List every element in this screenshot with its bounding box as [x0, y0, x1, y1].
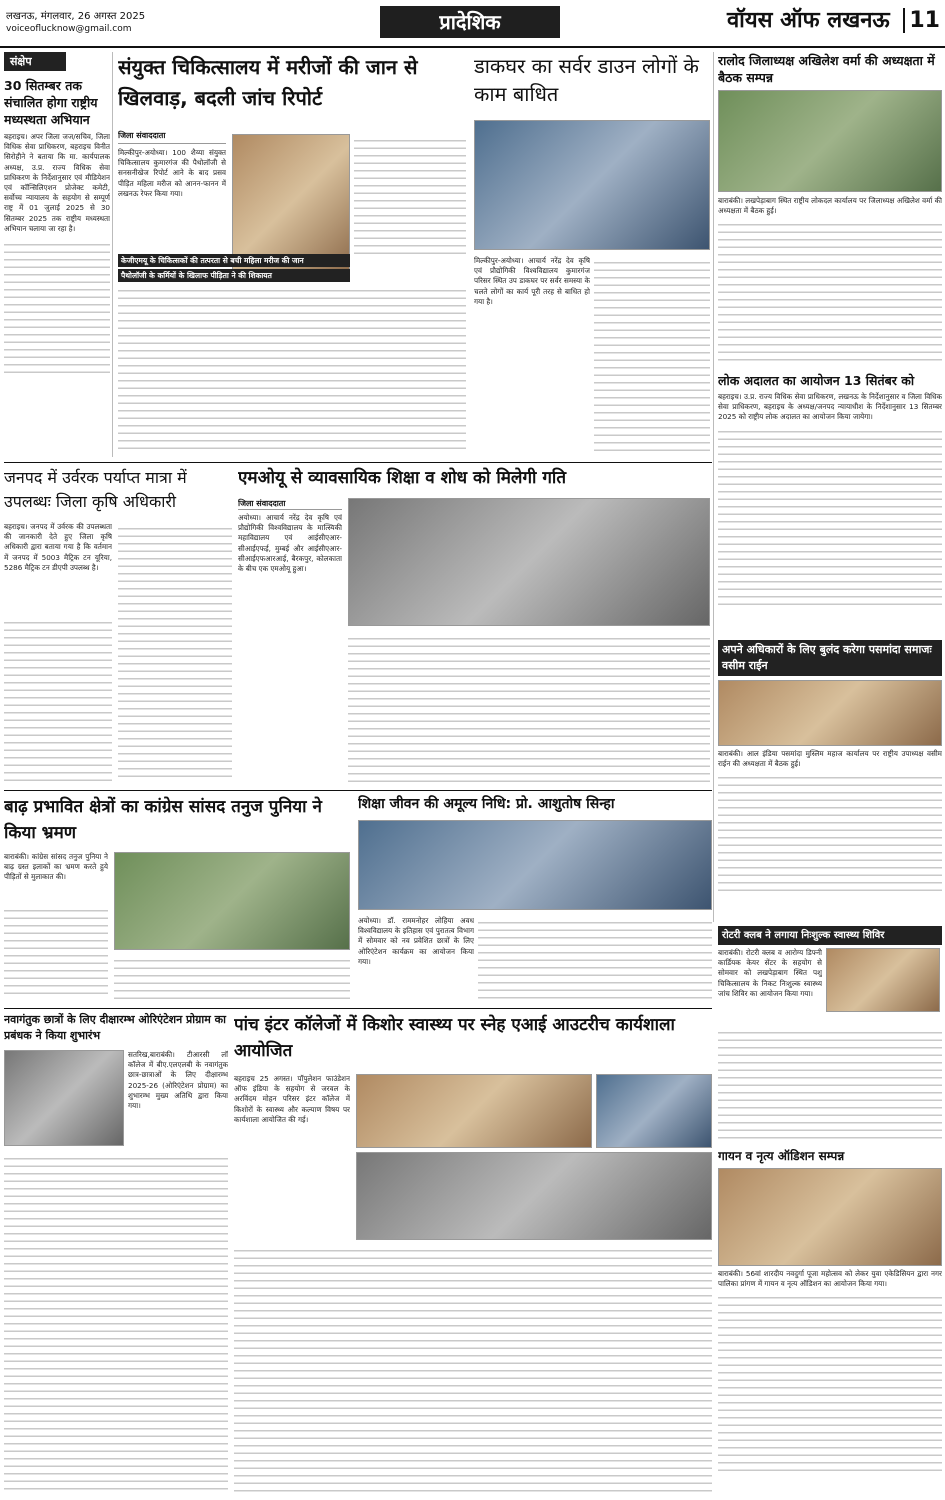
hospital-lower-lines	[118, 284, 466, 454]
education-lead: अयोध्या। डॉ. राममनोहर लोहिया अवध विश्वविद्यालय के इतिहास एवं पुरातत्व विभाग में सोमवार को नव प्रवेशित छात्रों के लिए ओरिएंटेशन कार्यक्रम का आयोजन किया गया।	[358, 916, 474, 966]
orientation-body-lines	[4, 1152, 228, 1492]
health-photo-3	[356, 1152, 712, 1240]
hospital-callout-2: पैथोलॉजी के कर्मियों के खिलाफ पीड़िता ने की शिकायत	[118, 269, 350, 282]
post-office-story	[474, 52, 710, 457]
hospital-story	[118, 52, 468, 457]
hospital-headline: संयुक्त चिकित्सालय में मरीजों की जान से खिलवाड़, बदली जांच रिपोर्ट	[118, 55, 418, 110]
date-line-block	[6, 10, 145, 36]
rotary-left-col	[718, 948, 822, 999]
section-title: प्रादेशिक	[380, 6, 560, 38]
mou-body-lines	[348, 632, 710, 782]
health-body-lines	[234, 1244, 712, 1492]
hospital-byline: जिला संवाददाता	[118, 130, 226, 144]
audition-story	[718, 1148, 942, 1496]
brief-tag: संक्षेप	[4, 52, 66, 71]
flood-photo	[114, 852, 350, 950]
rotary-photo	[826, 948, 940, 1012]
health-story	[234, 1012, 712, 1496]
orientation-headline: नवागंतुक छात्रों के लिए दीक्षारम्भ ओरिएंटेशन प्रोग्राम का प्रबंधक ने किया शुभारंभ	[4, 1013, 226, 1042]
rotary-lead: बाराबंकी। रोटरी क्लब व आरोग्य डिफ्नी कार्डियक केयर सेंटर के सहयोग से सोमवार को लखपेड़ाबाग स्थित पशु चिकित्सालय के निकट निःशुल्क स्वास्थ्य जांच शिविर का आयोजन किया गया।	[718, 948, 822, 998]
fertilizer-lower-lines	[4, 616, 112, 782]
mou-story	[238, 466, 712, 786]
pasmanda-body-lines	[718, 771, 942, 891]
paper-name-block	[720, 4, 940, 38]
orientation-photo	[4, 1050, 124, 1146]
fertilizer-headline: जनपद में उर्वरक पर्याप्त मात्रा में उपलब्धः जिला कृषि अधिकारी	[4, 468, 187, 511]
mou-lead: अयोध्या। आचार्य नरेंद्र देव कृषि एवं प्रौद्योगिकी विश्वविद्यालय के मात्स्यिकी महाविद्यालय एवं आईसीएआर-सीआईएफई, मुम्बई और आईसीएआर-सीआईएफआरआई, बैरकपुर, कोलकाता के बीच एक एमओयू हुआ।	[238, 513, 342, 574]
health-lead: बहराइच 25 अगस्त। पॉपुलेशन फाउंडेशन ऑफ इंडिया के सहयोग से जरवल के अरविंदम मोहन परिसर इंटर कॉलेज में किशोरों के स्वास्थ्य और कल्याण विषय पर कार्यशाला आयोजित की गई।	[234, 1074, 350, 1124]
mou-left-col	[238, 498, 342, 574]
pasmanda-lead: बाराबंकी। आल इंडिया पसमांदा मुस्लिम महाज कार्यालय पर राष्ट्रीय उपाध्यक्ष वसीम राईन की अध्यक्षता में बैठक हुई।	[718, 749, 942, 769]
rld-body-lines	[718, 218, 942, 362]
hospital-photo	[232, 134, 350, 274]
fertilizer-body-lines	[118, 522, 232, 782]
post-photo	[474, 120, 710, 250]
column-divider	[112, 52, 113, 457]
lok-adalat-body-lines	[718, 425, 942, 605]
rld-lead: बाराबंकी। लखपेड़ाबाग स्थित राष्ट्रीय लोकदल कार्यालय पर जिलाध्यक्ष अखिलेश वर्मा की अध्यक्षता में बैठक हुई।	[718, 196, 942, 216]
hospital-body-lines	[354, 134, 466, 254]
email[interactable]: voiceoflucknow@gmail.com	[6, 24, 132, 34]
orientation-lead: सतरिख,बाराबंकी। टीआरसी लॉ कॉलेज में बीए.एलएलबी के नवागंतुक छात्र-छात्राओं के लिए दीक्षारम्भ 2025-26 (ओरिएंटेशन प्रोग्राम) का शुभारम्भ मुख्य अतिथि द्वारा किया गया।	[128, 1050, 228, 1111]
hospital-callout-1: केजीएमयू के चिकित्सकों की तत्परता से बची महिला मरीज की जान	[118, 254, 350, 267]
post-body-lines	[594, 256, 710, 456]
mou-headline: एमओयू से व्यावसायिक शिक्षा व शोध को मिलेगी गति	[238, 468, 567, 488]
column-divider-right	[713, 52, 714, 922]
education-body-lines	[478, 916, 712, 1000]
education-headline: शिक्षा जीवन की अमूल्य निधि: प्रो. आशुतोष सिन्हा	[358, 796, 615, 812]
brief-headline: 30 सितम्बर तक संचालित होगा राष्ट्रीय मध्यस्थता अभियान	[4, 78, 98, 127]
education-story	[358, 794, 712, 1004]
lok-adalat-story	[718, 372, 942, 634]
page-number: 11	[903, 8, 940, 33]
audition-body-lines	[718, 1291, 942, 1471]
pasmanda-photo	[718, 680, 942, 746]
rotary-body-lines	[718, 1026, 942, 1142]
row-divider-3	[4, 1008, 712, 1009]
flood-lead: बाराबंकी। कांग्रेस सांसद तनुज पुनिया ने बाढ़ ग्रस्त इलाकों का भ्रमण करते हुये पीड़ितों से मुलाकात की।	[4, 852, 108, 882]
fertilizer-lead: बहराइच। जनपद में उर्वरक की उपलब्धता की जानकारी देते हुए जिला कृषि अधिकारी द्वारा बताया गया है कि वर्तमान में जनपद में 5003 मैट्रिक टन यूरिया, 5286 मैट्रिक टन डीएपी उपलब्ध है।	[4, 522, 112, 572]
orientation-story	[4, 1012, 228, 1496]
flood-lower-lines	[4, 904, 108, 1000]
lok-adalat-lead: बहराइच। उ.प्र. राज्य विधिक सेवा प्राधिकरण, लखनऊ के निर्देशानुसार व जिला विधिक सेवा प्राधिकरण, बहराइच के अध्यक्ष/जनपद न्यायाधीश के निर्देशानुसार 13 सितम्बर 2025 को राष्ट्रीय लोक अदालत का आयोजन किया जायेगा।	[718, 392, 942, 422]
flood-story	[4, 794, 352, 1004]
post-headline: डाकघर का सर्वर डाउन लोगों के काम बाधित	[474, 54, 699, 106]
hospital-lead: मिल्कीपुर-अयोध्या। 100 शैय्या संयुक्त चिकित्सालय कुमारगंज की पैथोलॉजी से सनसनीखेज रिपोर्ट आने के बाद प्रसव पीड़ित महिला मरीज को आनन-फानन में लखनऊ रेफर किया गया।	[118, 148, 226, 198]
mou-photo	[348, 498, 710, 626]
fertilizer-story	[4, 466, 232, 786]
hospital-callouts	[118, 254, 350, 282]
rld-headline: रालोद जिलाध्यक्ष अखिलेश वर्मा की अध्यक्षता में बैठक सम्पन्न	[718, 53, 935, 85]
rld-photo	[718, 90, 942, 192]
brief-body-lines	[4, 238, 110, 378]
rotary-headline: रोटरी क्लब ने लगाया निःशुल्क स्वास्थ्य शिविर	[718, 926, 942, 945]
health-photo-1	[356, 1074, 592, 1148]
brief-column	[4, 52, 110, 457]
pasmanda-story	[718, 640, 942, 920]
date-line: लखनऊ, मंगलवार, 26 अगस्त 2025	[6, 11, 146, 22]
audition-photo	[718, 1168, 942, 1266]
audition-lead: बाराबंकी। 56वां शारदीय नवदुर्गा पूजा महोत्सव को लेकर युवा एकेडिसियन द्वारा नगर पालिका प्रांगण में गायन व नृत्य ऑडिशन का आयोजन किया गया।	[718, 1269, 942, 1289]
pasmanda-headline: अपने अधिकारों के लिए बुलंद करेगा पसमांदा समाजः वसीम राईन	[718, 640, 942, 676]
row-divider	[4, 462, 712, 463]
mou-byline: जिला संवाददाता	[238, 498, 342, 510]
health-photo-2	[596, 1074, 712, 1148]
rld-story	[718, 52, 942, 362]
hospital-left-col	[118, 130, 226, 199]
health-headline: पांच इंटर कॉलेजों में किशोर स्वास्थ्य पर स्नेह एआई आउटरीच कार्यशाला आयोजित	[234, 1015, 675, 1061]
lok-adalat-headline: लोक अदालत का आयोजन 13 सितंबर को	[718, 373, 915, 388]
brief-lead: बहराइच। अपर जिला जज/सचिव, जिला विधिक सेवा प्राधिकरण, बहराइच विनीत सिरोहीने ने बताया कि मा. कार्यपालक अध्यक्ष, उ.प्र. राज्य विधिक सेवा प्राधिकरण के निर्देशानुसार एवं मीडियेशन एवं कॉन्सिलिएशन प्रोजेक्ट कमेटी, सर्वोच्च न्यायालय के सहयोग से सम्पूर्ण राष्ट्र में 01 जुलाई 2025 से 30 सितम्बर 2025 तक राष्ट्रीय मध्यस्थता अभियान चलाया जा रहा है।	[4, 132, 110, 233]
flood-body-lines	[114, 954, 350, 1000]
post-lead: मिल्कीपुर-अयोध्या। आचार्य नरेंद्र देव कृषि एवं प्रौद्योगिकी विश्वविद्यालय कुमारगंज परिसर स्थित उप डाकघर पर सर्वर समस्या के चलते लोगों का कार्य पूरी तरह से बाधित हो गया है।	[474, 256, 590, 306]
audition-headline: गायन व नृत्य ऑडिशन सम्पन्न	[718, 1149, 845, 1163]
rotary-story	[718, 926, 942, 1144]
education-photo	[358, 820, 712, 910]
row-divider-2	[4, 790, 712, 791]
paper-name: वॉयस ऑफ लखनऊ	[726, 8, 890, 33]
flood-headline: बाढ़ प्रभावित क्षेत्रों का कांग्रेस सांसद तनुज पुनिया ने किया भ्रमण	[4, 797, 322, 843]
masthead	[0, 0, 945, 48]
